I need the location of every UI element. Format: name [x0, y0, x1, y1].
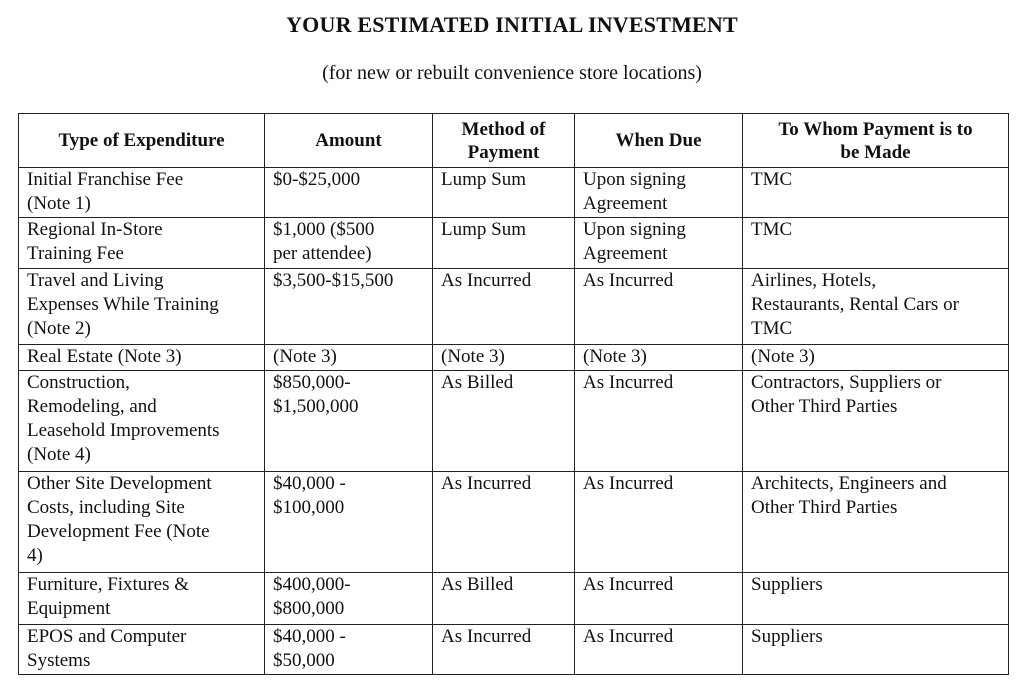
- header-type-of-expenditure: Type of Expenditure: [19, 114, 265, 168]
- cell-payee: Suppliers: [743, 573, 1009, 625]
- cell-when-due: Upon signing Agreement: [575, 218, 743, 269]
- cell-type: EPOS and Computer Systems: [19, 625, 265, 675]
- table-row: [19, 573, 1009, 625]
- cell-payee: Suppliers: [743, 625, 1009, 675]
- cell-method: Lump Sum: [433, 218, 575, 269]
- table-row: [19, 625, 1009, 675]
- document-title: YOUR ESTIMATED INITIAL INVESTMENT: [286, 12, 738, 37]
- cell-payee: (Note 3): [743, 345, 1009, 371]
- cell-when-due: (Note 3): [575, 345, 743, 371]
- document-subtitle: (for new or rebuilt convenience store locations): [322, 62, 702, 84]
- cell-payee: Contractors, Suppliers or Other Third Parties: [743, 371, 1009, 472]
- cell-when-due: Upon signing Agreement: [575, 168, 743, 218]
- cell-type: Travel and Living Expenses While Training (Note 2): [19, 269, 265, 345]
- cell-when-due: As Incurred: [575, 371, 743, 472]
- cell-method: As Billed: [433, 573, 575, 625]
- cell-method: Lump Sum: [433, 168, 575, 218]
- cell-payee: TMC: [743, 168, 1009, 218]
- cell-type: Regional In-Store Training Fee: [19, 218, 265, 269]
- cell-amount: $850,000- $1,500,000: [265, 371, 433, 472]
- table-row: [19, 472, 1009, 573]
- table-header-row: [19, 114, 1009, 168]
- cell-payee: TMC: [743, 218, 1009, 269]
- cell-amount: $3,500-$15,500: [265, 269, 433, 345]
- cell-when-due: As Incurred: [575, 573, 743, 625]
- investment-table: [18, 113, 1009, 675]
- table-row: [19, 168, 1009, 218]
- header-when-due: When Due: [575, 114, 743, 168]
- cell-type: Furniture, Fixtures & Equipment: [19, 573, 265, 625]
- cell-amount: $400,000- $800,000: [265, 573, 433, 625]
- cell-method: As Incurred: [433, 269, 575, 345]
- cell-method: As Billed: [433, 371, 575, 472]
- cell-type: Initial Franchise Fee (Note 1): [19, 168, 265, 218]
- cell-amount: $1,000 ($500 per attendee): [265, 218, 433, 269]
- table-row: [19, 218, 1009, 269]
- table-row: [19, 371, 1009, 472]
- cell-amount: $0-$25,000: [265, 168, 433, 218]
- cell-when-due: As Incurred: [575, 472, 743, 573]
- cell-method: (Note 3): [433, 345, 575, 371]
- cell-type: Other Site Development Costs, including Site Development Fee (Note 4): [19, 472, 265, 573]
- cell-method: As Incurred: [433, 625, 575, 675]
- cell-amount: $40,000 - $50,000: [265, 625, 433, 675]
- table-row: [19, 269, 1009, 345]
- cell-type: Real Estate (Note 3): [19, 345, 265, 371]
- header-to-whom-payment: To Whom Payment is to be Made: [743, 114, 1009, 168]
- header-method-of-payment: Method of Payment: [433, 114, 575, 168]
- cell-when-due: As Incurred: [575, 269, 743, 345]
- cell-amount: (Note 3): [265, 345, 433, 371]
- cell-payee: Architects, Engineers and Other Third Parties: [743, 472, 1009, 573]
- cell-type: Construction, Remodeling, and Leasehold Improvements (Note 4): [19, 371, 265, 472]
- header-amount: Amount: [265, 114, 433, 168]
- cell-amount: $40,000 - $100,000: [265, 472, 433, 573]
- cell-method: As Incurred: [433, 472, 575, 573]
- cell-when-due: As Incurred: [575, 625, 743, 675]
- cell-payee: Airlines, Hotels, Restaurants, Rental Cars or TMC: [743, 269, 1009, 345]
- table-row: [19, 345, 1009, 371]
